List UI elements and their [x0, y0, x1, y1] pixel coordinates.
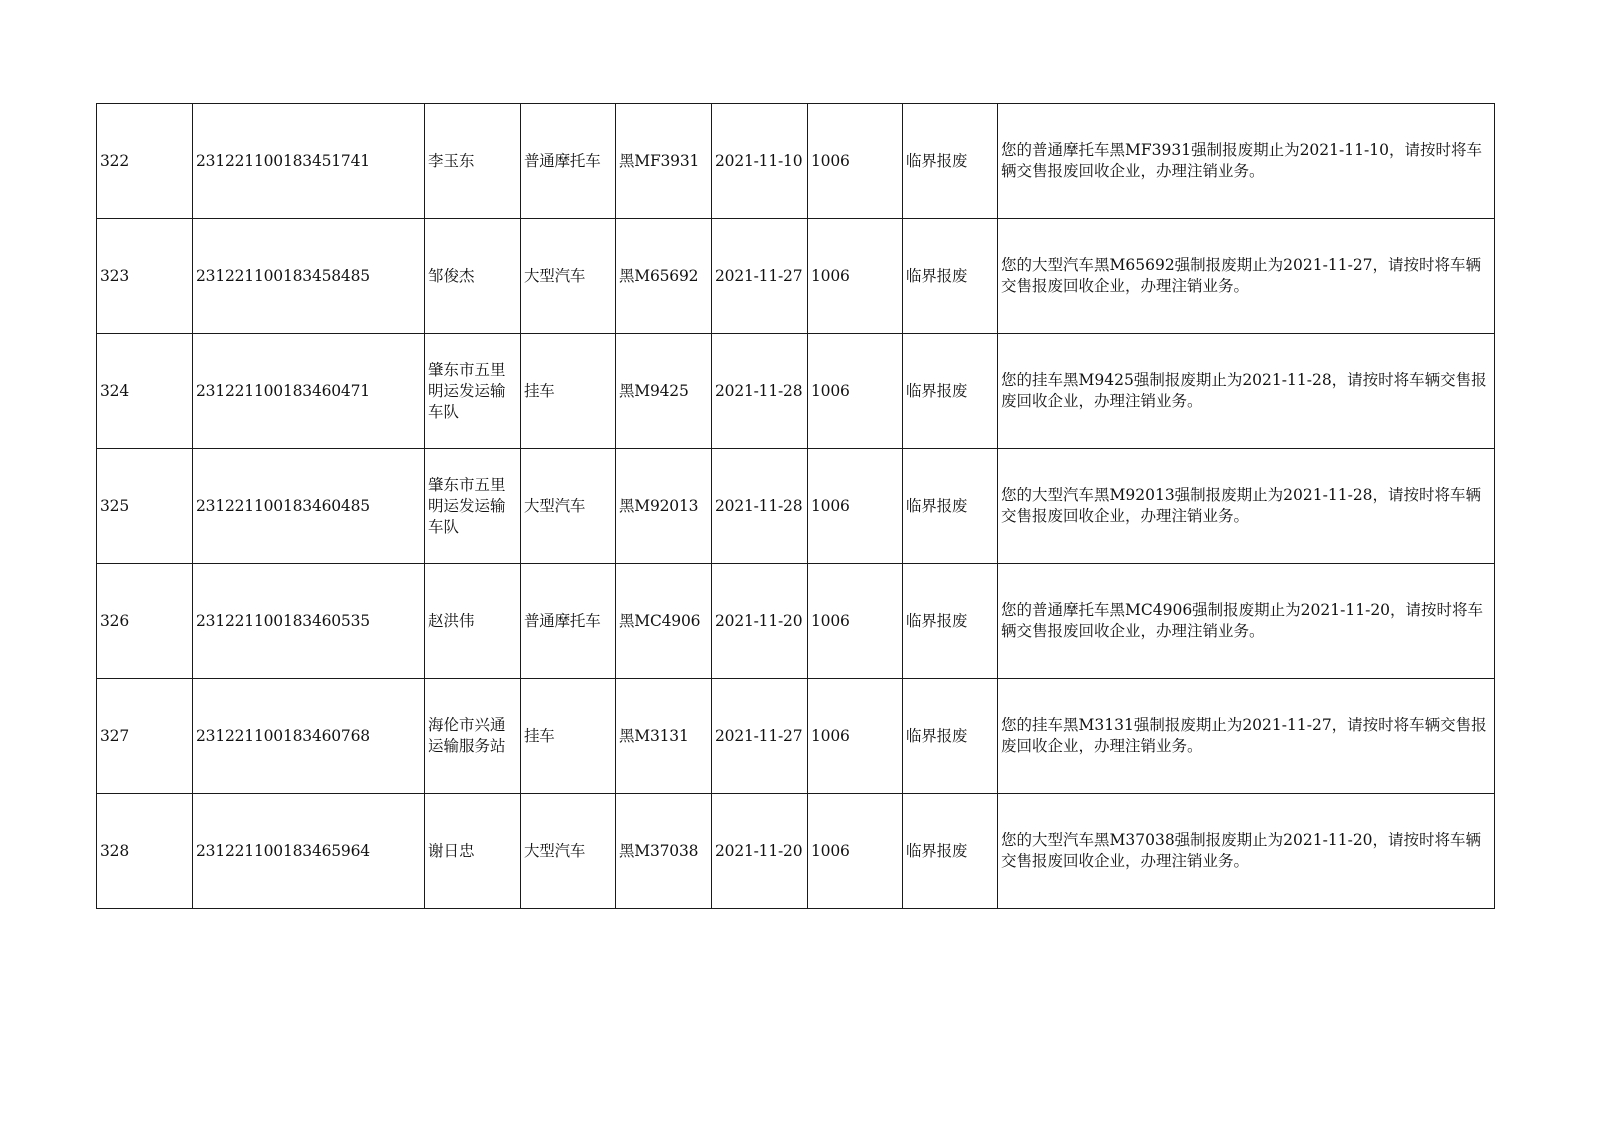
- row-vehicle-type: 大型汽车: [521, 794, 616, 909]
- row-notice-message: 您的大型汽车黑M65692强制报废期止为2021-11-27，请按时将车辆交售报废回收企业，办理注销业务。: [998, 219, 1495, 334]
- row-code: 1006: [808, 564, 903, 679]
- table-row: [97, 219, 1495, 334]
- row-sequence-number: 323: [97, 219, 193, 334]
- row-record-id: 231221100183460471: [193, 334, 425, 449]
- row-notice-message: 您的普通摩托车黑MF3931强制报废期止为2021-11-10，请按时将车辆交售报废回收企业，办理注销业务。: [998, 104, 1495, 219]
- table-row: [97, 334, 1495, 449]
- row-expiry-date: 2021-11-20: [712, 794, 808, 909]
- row-notice-message: 您的挂车黑M9425强制报废期止为2021-11-28，请按时将车辆交售报废回收企业，办理注销业务。: [998, 334, 1495, 449]
- row-sequence-number: 322: [97, 104, 193, 219]
- row-code: 1006: [808, 794, 903, 909]
- row-expiry-date: 2021-11-27: [712, 679, 808, 794]
- table-row: [97, 679, 1495, 794]
- row-plate-number: 黑MC4906: [616, 564, 712, 679]
- row-vehicle-type: 挂车: [521, 679, 616, 794]
- row-sequence-number: 325: [97, 449, 193, 564]
- table-row: [97, 564, 1495, 679]
- row-notice-message: 您的大型汽车黑M37038强制报废期止为2021-11-20，请按时将车辆交售报废回收企业，办理注销业务。: [998, 794, 1495, 909]
- row-owner-name: 李玉东: [425, 104, 521, 219]
- row-sequence-number: 324: [97, 334, 193, 449]
- row-status: 临界报废: [903, 564, 998, 679]
- row-notice-message: 您的普通摩托车黑MC4906强制报废期止为2021-11-20，请按时将车辆交售报废回收企业，办理注销业务。: [998, 564, 1495, 679]
- row-sequence-number: 326: [97, 564, 193, 679]
- row-sequence-number: 327: [97, 679, 193, 794]
- row-vehicle-type: 普通摩托车: [521, 564, 616, 679]
- row-vehicle-type: 大型汽车: [521, 219, 616, 334]
- row-status: 临界报废: [903, 679, 998, 794]
- row-record-id: 231221100183451741: [193, 104, 425, 219]
- row-status: 临界报废: [903, 794, 998, 909]
- row-owner-name: 赵洪伟: [425, 564, 521, 679]
- row-status: 临界报废: [903, 104, 998, 219]
- row-expiry-date: 2021-11-20: [712, 564, 808, 679]
- row-owner-name: 邹俊杰: [425, 219, 521, 334]
- row-plate-number: 黑M9425: [616, 334, 712, 449]
- table-row: [97, 794, 1495, 909]
- row-record-id: 231221100183458485: [193, 219, 425, 334]
- row-record-id: 231221100183460535: [193, 564, 425, 679]
- table-body: [97, 104, 1495, 909]
- row-status: 临界报废: [903, 449, 998, 564]
- row-code: 1006: [808, 219, 903, 334]
- row-vehicle-type: 普通摩托车: [521, 104, 616, 219]
- row-owner-name: 谢日忠: [425, 794, 521, 909]
- row-status: 临界报废: [903, 334, 998, 449]
- row-code: 1006: [808, 679, 903, 794]
- row-status: 临界报废: [903, 219, 998, 334]
- row-plate-number: 黑M92013: [616, 449, 712, 564]
- row-notice-message: 您的挂车黑M3131强制报废期止为2021-11-27，请按时将车辆交售报废回收企业，办理注销业务。: [998, 679, 1495, 794]
- row-expiry-date: 2021-11-10: [712, 104, 808, 219]
- row-owner-name: 肇东市五里明运发运输车队: [425, 334, 521, 449]
- row-owner-name: 海伦市兴通运输服务站: [425, 679, 521, 794]
- row-plate-number: 黑MF3931: [616, 104, 712, 219]
- row-notice-message: 您的大型汽车黑M92013强制报废期止为2021-11-28，请按时将车辆交售报废回收企业，办理注销业务。: [998, 449, 1495, 564]
- table-row: [97, 449, 1495, 564]
- row-expiry-date: 2021-11-28: [712, 449, 808, 564]
- row-plate-number: 黑M3131: [616, 679, 712, 794]
- vehicle-scrap-notice-table: [96, 103, 1495, 909]
- row-vehicle-type: 大型汽车: [521, 449, 616, 564]
- row-record-id: 231221100183460768: [193, 679, 425, 794]
- row-record-id: 231221100183465964: [193, 794, 425, 909]
- row-sequence-number: 328: [97, 794, 193, 909]
- row-expiry-date: 2021-11-28: [712, 334, 808, 449]
- table-row: [97, 104, 1495, 219]
- row-vehicle-type: 挂车: [521, 334, 616, 449]
- row-plate-number: 黑M65692: [616, 219, 712, 334]
- row-code: 1006: [808, 449, 903, 564]
- row-code: 1006: [808, 334, 903, 449]
- row-expiry-date: 2021-11-27: [712, 219, 808, 334]
- row-owner-name: 肇东市五里明运发运输车队: [425, 449, 521, 564]
- row-plate-number: 黑M37038: [616, 794, 712, 909]
- row-code: 1006: [808, 104, 903, 219]
- row-record-id: 231221100183460485: [193, 449, 425, 564]
